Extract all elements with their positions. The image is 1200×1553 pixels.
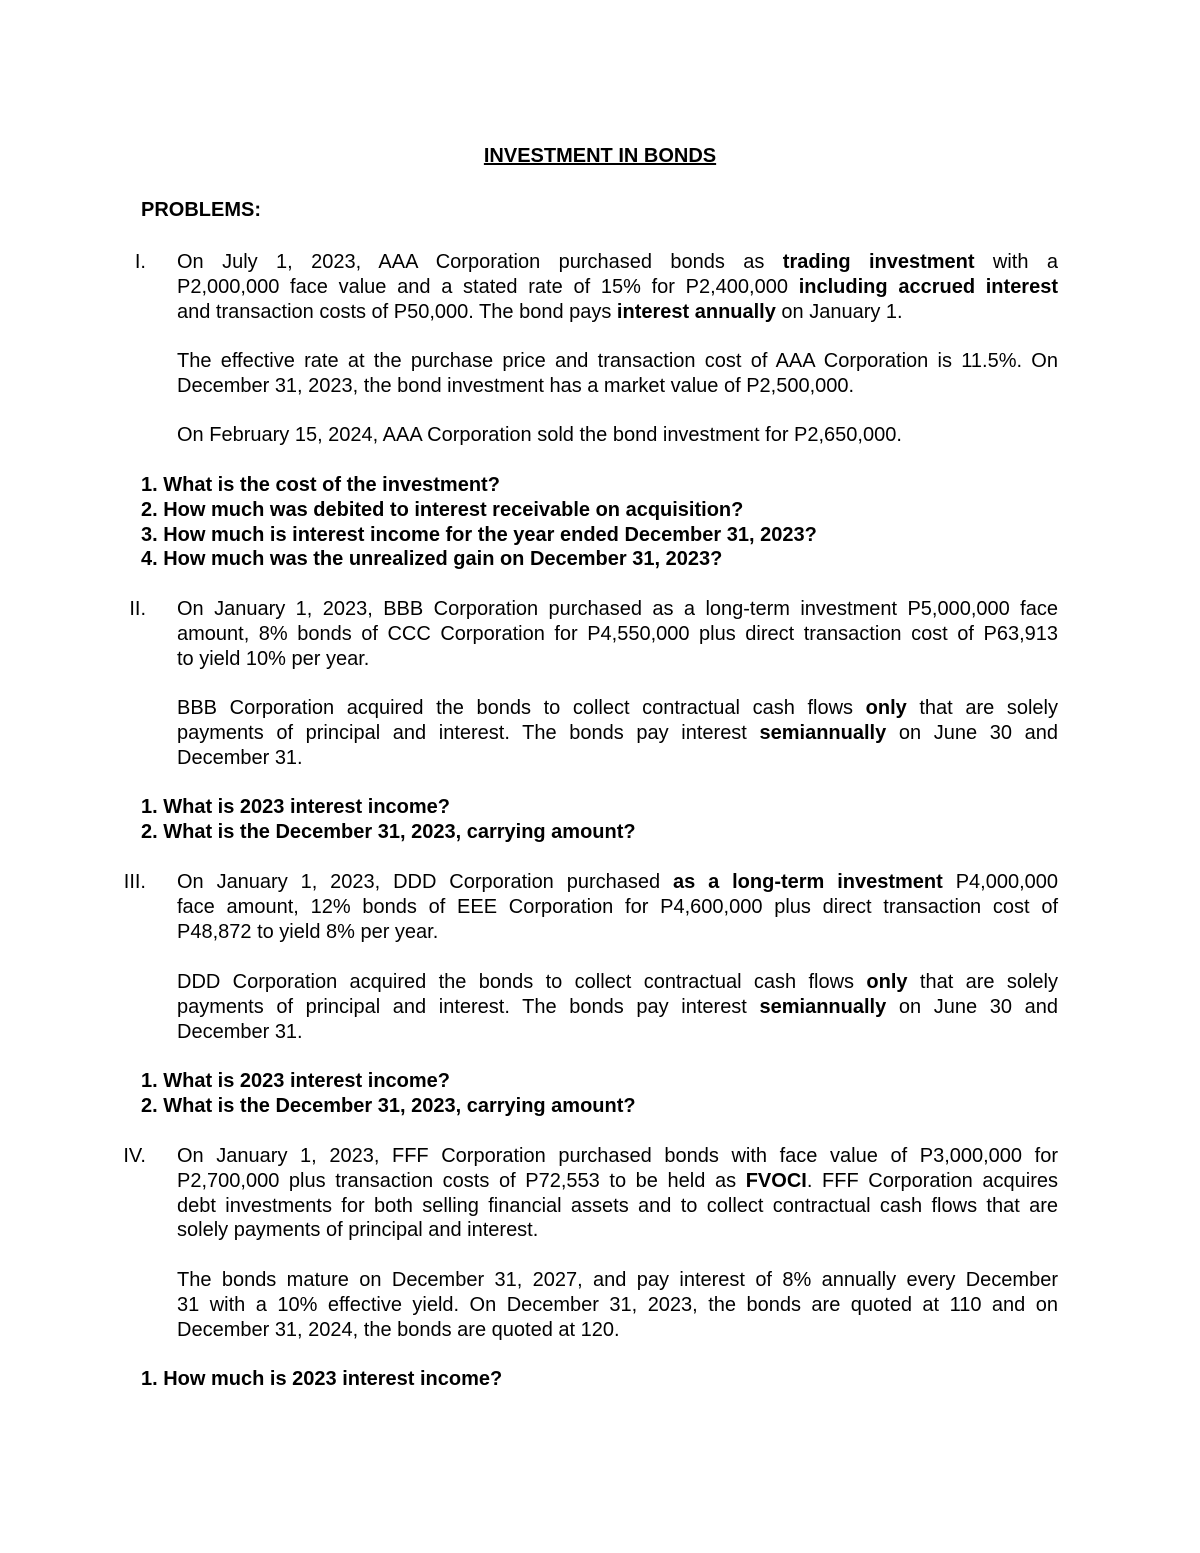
text-line bbox=[177, 597, 1058, 622]
text-run: P4,000,000 bbox=[942, 871, 1059, 893]
problem-4-numeral: IV. bbox=[123, 1145, 146, 1167]
problem-4-paragraph-2 bbox=[177, 1268, 1058, 1342]
bold-text-run: FVOCI bbox=[745, 1169, 807, 1192]
text-run: payments of principal and interest. The bonds pay interest bbox=[177, 721, 760, 744]
text-run: P2,700,000 plus transaction costs of P72,553 to be held as bbox=[177, 1169, 746, 1192]
problem-4-questions bbox=[141, 1367, 502, 1392]
text-line bbox=[177, 250, 1058, 275]
question-item: 1. How much is 2023 interest income? bbox=[141, 1368, 503, 1390]
text-line bbox=[177, 622, 1058, 647]
text-line bbox=[177, 1169, 1058, 1194]
text-line bbox=[177, 721, 1058, 746]
text-line bbox=[177, 920, 1058, 945]
text-run: BBB Corporation acquired the bonds to collect contractual cash flows bbox=[177, 697, 866, 719]
problem-3-questions bbox=[141, 1069, 636, 1119]
text-line bbox=[177, 300, 1058, 325]
text-line bbox=[177, 696, 1058, 721]
text-run: December 31, 2024, the bonds are quoted at 120. bbox=[177, 1318, 620, 1341]
question-item: 1. What is 2023 interest income? bbox=[141, 796, 450, 818]
text-run: On January 1, 2023, BBB Corporation purchased as a long-term investment P5,000,000 face bbox=[177, 598, 1058, 620]
bold-text-run: only bbox=[865, 697, 907, 719]
problem-4-paragraph-1 bbox=[177, 1144, 1058, 1243]
text-line bbox=[177, 746, 1058, 771]
text-line bbox=[177, 870, 1058, 895]
question-item: 1. What is 2023 interest income? bbox=[141, 1070, 450, 1092]
text-line bbox=[177, 1144, 1058, 1169]
question-item: 2. What is the December 31, 2023, carrying amount? bbox=[141, 1094, 636, 1117]
text-run: payments of principal and interest. The bonds pay interest bbox=[177, 995, 760, 1018]
text-line bbox=[177, 1218, 1058, 1243]
text-run: On July 1, 2023, AAA Corporation purchased bonds as bbox=[177, 251, 783, 273]
text-line bbox=[177, 349, 1058, 374]
text-run: P2,000,000 face value and a stated rate of 15% for P2,400,000 bbox=[177, 275, 799, 298]
question-item: 3. How much is interest income for the year ended December 31, 2023? bbox=[141, 523, 817, 546]
problem-2-questions bbox=[141, 795, 636, 845]
problem-3-paragraph-2 bbox=[177, 970, 1058, 1044]
text-run: December 31, 2023, the bond investment has a market value of P2,500,000. bbox=[177, 374, 855, 397]
text-run: debt investments for both selling financial assets and to collect contractual cash flows that are bbox=[177, 1194, 1058, 1217]
problem-1-paragraph-2 bbox=[177, 349, 1058, 399]
problem-1-questions bbox=[141, 473, 817, 572]
problem-1-paragraph-1 bbox=[177, 250, 1058, 324]
problem-1-numeral: I. bbox=[134, 251, 146, 273]
text-line bbox=[177, 647, 1058, 672]
text-line bbox=[177, 1293, 1058, 1318]
text-run: amount, 8% bonds of CCC Corporation for P4,550,000 plus direct transaction cost of P63,913 bbox=[177, 622, 1058, 645]
text-run: December 31. bbox=[177, 746, 303, 769]
text-line bbox=[177, 1020, 1058, 1045]
bold-text-run: only bbox=[866, 971, 908, 993]
text-run: P48,872 to yield 8% per year. bbox=[177, 920, 439, 943]
text-run: . FFF Corporation acquires bbox=[806, 1169, 1058, 1192]
problems-heading: PROBLEMS: bbox=[141, 199, 261, 221]
text-line bbox=[177, 995, 1058, 1020]
problem-2-paragraph-1 bbox=[177, 597, 1058, 671]
text-run: 31 with a 10% effective yield. On December 31, 2023, the bonds are quoted at 110 and on bbox=[177, 1293, 1058, 1316]
question-item: 2. What is the December 31, 2023, carrying amount? bbox=[141, 820, 636, 843]
problem-1-paragraph-3 bbox=[177, 423, 1058, 448]
problem-3-numeral: III. bbox=[123, 871, 146, 893]
text-run: and transaction costs of P50,000. The bond pays bbox=[177, 300, 617, 323]
text-line bbox=[177, 895, 1058, 920]
problem-2-numeral: II. bbox=[129, 598, 146, 620]
text-run: The bonds mature on December 31, 2027, and pay interest of 8% annually every December bbox=[177, 1269, 1058, 1291]
bold-text-run: including accrued interest bbox=[798, 275, 1059, 298]
question-item: 4. How much was the unrealized gain on December 31, 2023? bbox=[141, 548, 723, 571]
bold-text-run: interest annually bbox=[616, 300, 776, 323]
text-line bbox=[177, 1318, 1058, 1343]
bold-text-run: as a long-term investment bbox=[672, 871, 943, 893]
text-run: solely payments of principal and interest. bbox=[177, 1219, 539, 1242]
text-run: that are solely bbox=[907, 971, 1058, 993]
text-run: The effective rate at the purchase price and transaction cost of AAA Corporation is 11.5%. On bbox=[177, 350, 1058, 372]
question-item: 2. How much was debited to interest receivable on acquisition? bbox=[141, 498, 744, 521]
text-run: that are solely bbox=[906, 697, 1058, 719]
problem-3-paragraph-1 bbox=[177, 870, 1058, 944]
bold-text-run: semiannually bbox=[759, 721, 887, 744]
text-run: On February 15, 2024, AAA Corporation sold the bond investment for P2,650,000. bbox=[177, 424, 902, 446]
text-run: on June 30 and bbox=[886, 995, 1058, 1018]
text-run: On January 1, 2023, FFF Corporation purchased bonds with face value of P3,000,000 for bbox=[177, 1145, 1058, 1167]
text-run: On January 1, 2023, DDD Corporation purchased bbox=[177, 871, 673, 893]
text-run: face amount, 12% bonds of EEE Corporation for P4,600,000 plus direct transaction cost of bbox=[177, 895, 1058, 918]
question-item: 1. What is the cost of the investment? bbox=[141, 474, 500, 496]
text-run: to yield 10% per year. bbox=[177, 647, 370, 670]
text-run: on January 1. bbox=[775, 300, 903, 323]
text-run: DDD Corporation acquired the bonds to collect contractual cash flows bbox=[177, 971, 867, 993]
text-line bbox=[177, 374, 1058, 399]
text-run: December 31. bbox=[177, 1020, 303, 1043]
bold-text-run: semiannually bbox=[759, 995, 887, 1018]
text-line bbox=[177, 275, 1058, 300]
text-line bbox=[177, 1194, 1058, 1219]
text-line bbox=[177, 970, 1058, 995]
problem-2-paragraph-2 bbox=[177, 696, 1058, 770]
text-line bbox=[177, 423, 1058, 448]
text-run: with a bbox=[974, 251, 1058, 273]
document-title: INVESTMENT IN BONDS bbox=[483, 145, 717, 167]
text-line bbox=[177, 1268, 1058, 1293]
bold-text-run: trading investment bbox=[782, 251, 975, 273]
text-run: on June 30 and bbox=[886, 721, 1058, 744]
